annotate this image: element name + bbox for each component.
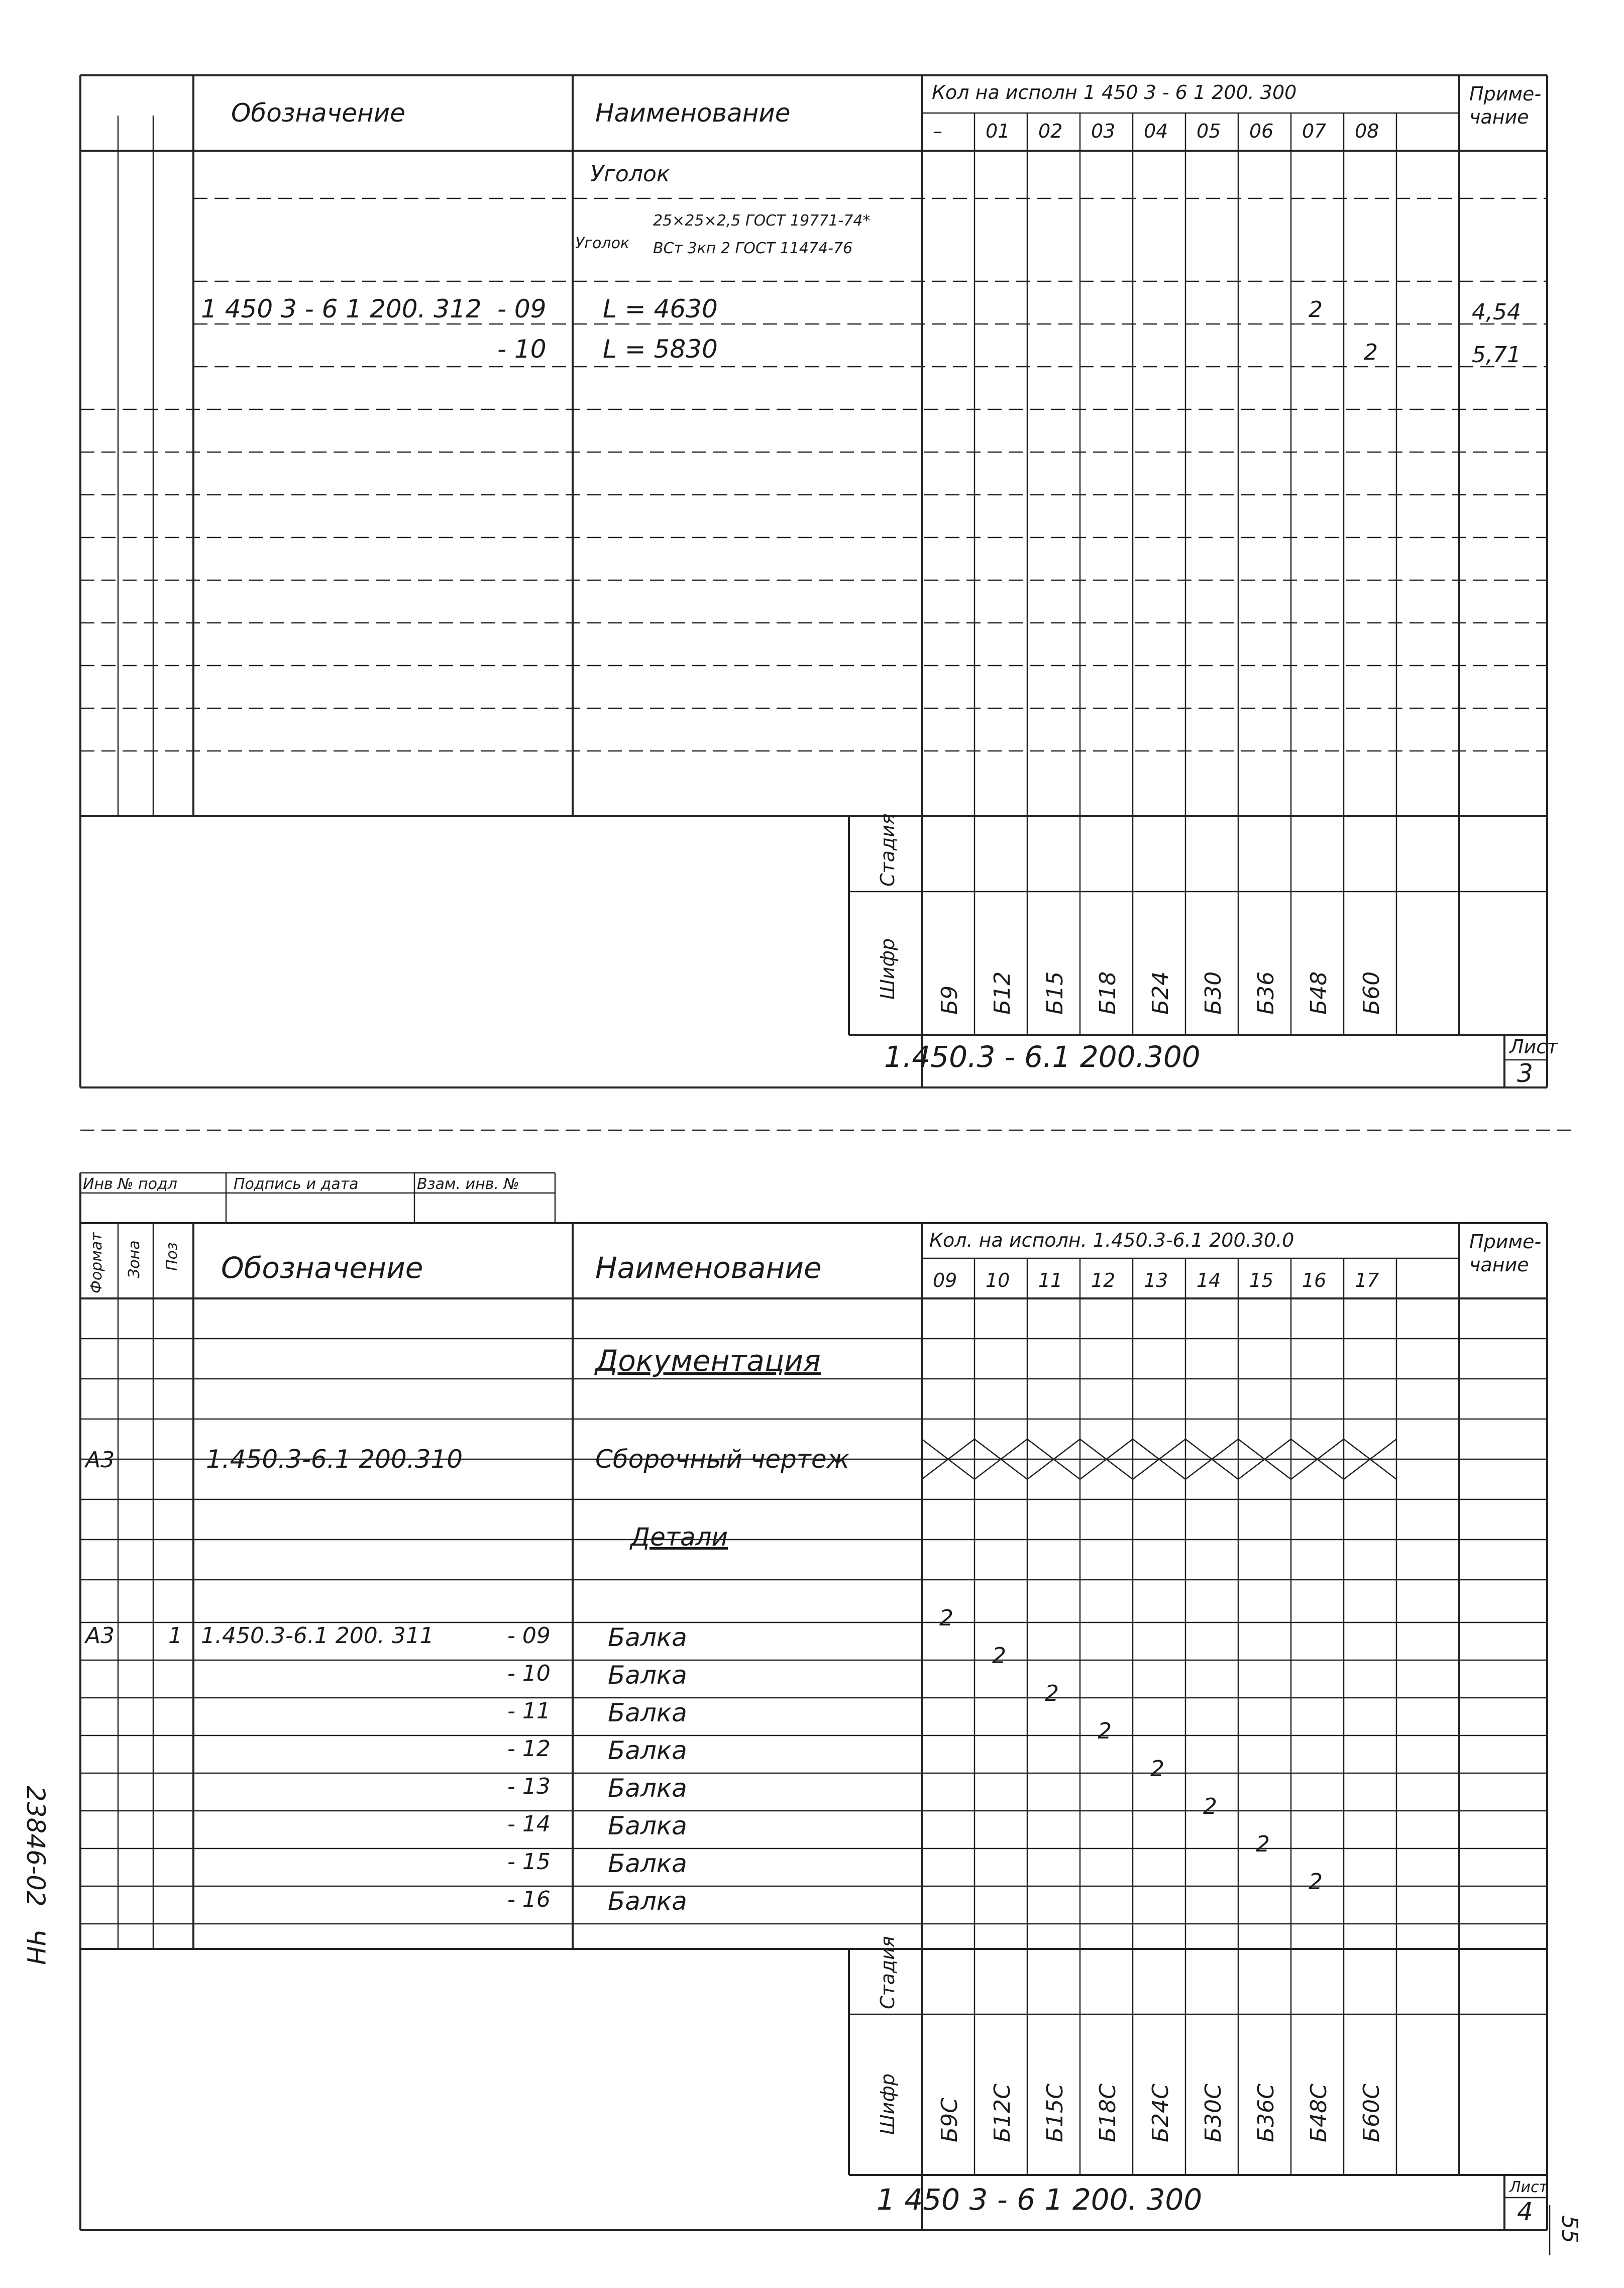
- beam-qty: 2: [1256, 1831, 1270, 1857]
- s4-cipher: Б9С: [937, 2098, 962, 2142]
- s3-row1-name: L = 4630: [603, 294, 718, 323]
- s3-row1-qty: 2: [1309, 297, 1323, 322]
- s4-variant-header: 11: [1038, 1269, 1063, 1291]
- s3-variant-header: 01: [986, 120, 1010, 142]
- s3-variant-header: 06: [1249, 120, 1274, 142]
- beam-name: Балка: [608, 1623, 687, 1652]
- s4-inv-no: Инв № подл: [83, 1175, 177, 1193]
- s3-cipher: Б15: [1042, 971, 1068, 1015]
- s3-row1-code: 1 450 3 - 6 1 200. 312: [201, 294, 482, 323]
- beam-name: Балка: [608, 1661, 687, 1690]
- beam-qty: 2: [1150, 1756, 1164, 1782]
- s3-variant-header: 04: [1144, 120, 1168, 142]
- beam-suffix: - 14: [507, 1811, 551, 1837]
- s3-cipher-label: Шифр: [877, 938, 899, 1000]
- s3-row1-suffix: - 09: [497, 294, 547, 323]
- s3-name-header: Наименование: [595, 98, 791, 128]
- s3-angle-spec-label: Уголок: [575, 235, 630, 252]
- beam-suffix: - 13: [507, 1774, 551, 1799]
- s4-cipher: Б12С: [990, 2084, 1015, 2142]
- beam-qty: 2: [1045, 1681, 1059, 1706]
- s3-sheet-number: 3: [1517, 1059, 1533, 1088]
- s4-sheet-number: 4: [1517, 2197, 1533, 2226]
- s4-details-title: Детали: [630, 1522, 728, 1552]
- s4-cipher-label: Шифр: [877, 2074, 899, 2135]
- s3-stage-label: Стадия: [877, 813, 899, 887]
- s3-variant-header: 08: [1355, 120, 1379, 142]
- s4-format-header: Формат: [88, 1232, 105, 1293]
- s3-variant-header: 05: [1197, 120, 1221, 142]
- s4-designation-header: Обозначение: [221, 1251, 423, 1285]
- beam-suffix: - 10: [507, 1661, 551, 1686]
- s4-documentation-title: Документация: [595, 1344, 821, 1378]
- s4-cipher: Б30С: [1201, 2084, 1226, 2142]
- s4-assembly-format: А3: [85, 1447, 115, 1473]
- beam-qty: 2: [1098, 1718, 1112, 1744]
- s3-variant-header: –: [933, 120, 942, 142]
- beam-name: Балка: [608, 1698, 687, 1727]
- beam-suffix: - 11: [507, 1698, 551, 1724]
- s4-stage-label: Стадия: [877, 1936, 899, 2009]
- beam-qty: 2: [939, 1605, 953, 1631]
- s3-row2-note: 5,71: [1472, 342, 1521, 368]
- beam-name: Балка: [608, 1887, 687, 1916]
- s3-row2-suffix: - 10: [497, 335, 547, 364]
- s4-assembly-name: Сборочный чертеж: [595, 1445, 849, 1474]
- s4-cipher: Б24С: [1148, 2084, 1173, 2142]
- s3-angle-title: Уголок: [590, 161, 670, 187]
- s3-sheet-label: Лист: [1509, 1036, 1558, 1058]
- s3-designation-header: Обозначение: [231, 98, 405, 128]
- s4-variant-header: 12: [1091, 1269, 1116, 1291]
- s4-replace-inv: Взам. инв. №: [417, 1175, 519, 1193]
- s3-cipher: Б36: [1253, 971, 1279, 1015]
- s4-variant-header: 16: [1302, 1269, 1327, 1291]
- s4-variant-header: 15: [1249, 1269, 1274, 1291]
- s3-angle-spec-top: 25×25×2,5 ГОСТ 19771-74*: [653, 212, 871, 230]
- s4-doc-code: 1 450 3 - 6 1 200. 300: [877, 2183, 1203, 2217]
- s3-row2-name: L = 5830: [603, 335, 718, 364]
- s3-variant-header: 03: [1091, 120, 1116, 142]
- s3-cipher: Б60: [1359, 971, 1384, 1015]
- s3-row1-note: 4,54: [1472, 299, 1521, 325]
- s3-row2-qty: 2: [1364, 340, 1378, 365]
- beam-name: Балка: [608, 1736, 687, 1765]
- s4-variant-header: 17: [1355, 1269, 1379, 1291]
- s4-note-header: Приме- чание: [1469, 1231, 1542, 1276]
- beam-position: 1: [168, 1623, 182, 1649]
- s4-cipher: Б15С: [1042, 2084, 1068, 2142]
- s3-variant-header: 02: [1038, 120, 1063, 142]
- s4-variant-header: 09: [933, 1269, 957, 1291]
- beam-suffix: - 16: [507, 1887, 551, 1912]
- s3-variant-header: 07: [1302, 120, 1327, 142]
- beam-qty: 2: [992, 1643, 1006, 1669]
- margin-stamp: ЧН: [21, 1929, 50, 1965]
- beam-format: А3: [85, 1623, 115, 1649]
- s4-name-header: Наименование: [595, 1251, 822, 1285]
- s3-cipher: Б30: [1201, 971, 1226, 1015]
- s4-zone-header: Зона: [126, 1240, 143, 1278]
- s3-cipher: Б24: [1148, 971, 1173, 1015]
- s4-variant-header: 14: [1197, 1269, 1221, 1291]
- s3-doc-code: 1.450.3 - 6.1 200.300: [884, 1040, 1201, 1074]
- s4-cipher: Б36С: [1253, 2084, 1279, 2142]
- s4-variant-header: 13: [1144, 1269, 1168, 1291]
- s3-angle-spec-bottom: ВСт 3кп 2 ГОСТ 11474-76: [653, 240, 853, 257]
- s3-cipher: Б12: [990, 971, 1015, 1015]
- beam-name: Балка: [608, 1849, 687, 1878]
- s4-qty-title: Кол. на исполн. 1.450.3-6.1 200.30.0: [929, 1229, 1294, 1251]
- margin-page-number: 55: [1557, 2215, 1582, 2243]
- s4-cipher: Б48С: [1306, 2084, 1332, 2142]
- s4-pos-header: Поз: [163, 1242, 181, 1271]
- beam-qty: 2: [1309, 1869, 1323, 1895]
- beam-suffix: - 09: [507, 1623, 551, 1649]
- s4-sheet-label: Лист: [1509, 2178, 1548, 2196]
- beam-name: Балка: [608, 1774, 687, 1803]
- margin-inventory-number: 23846-02: [21, 1786, 50, 1907]
- beam-suffix: - 12: [507, 1736, 551, 1762]
- s3-note-header: Приме- чание: [1469, 83, 1542, 128]
- s4-cipher: Б18С: [1095, 2084, 1121, 2142]
- s4-variant-header: 10: [986, 1269, 1010, 1291]
- s3-qty-title: Кол на исполн 1 450 3 - 6 1 200. 300: [932, 81, 1297, 103]
- s3-cipher: Б18: [1095, 971, 1121, 1015]
- beam-qty: 2: [1203, 1794, 1217, 1819]
- s4-assembly-code: 1.450.3-6.1 200.310: [206, 1445, 463, 1474]
- beam-name: Балка: [608, 1811, 687, 1840]
- s3-cipher: Б48: [1306, 971, 1332, 1015]
- s4-sign-date: Подпись и дата: [234, 1175, 359, 1193]
- beam-code: 1.450.3-6.1 200. 311: [201, 1623, 434, 1649]
- s4-cipher: Б60С: [1359, 2084, 1384, 2142]
- s3-cipher: Б9: [937, 985, 962, 1015]
- beam-suffix: - 15: [507, 1849, 551, 1875]
